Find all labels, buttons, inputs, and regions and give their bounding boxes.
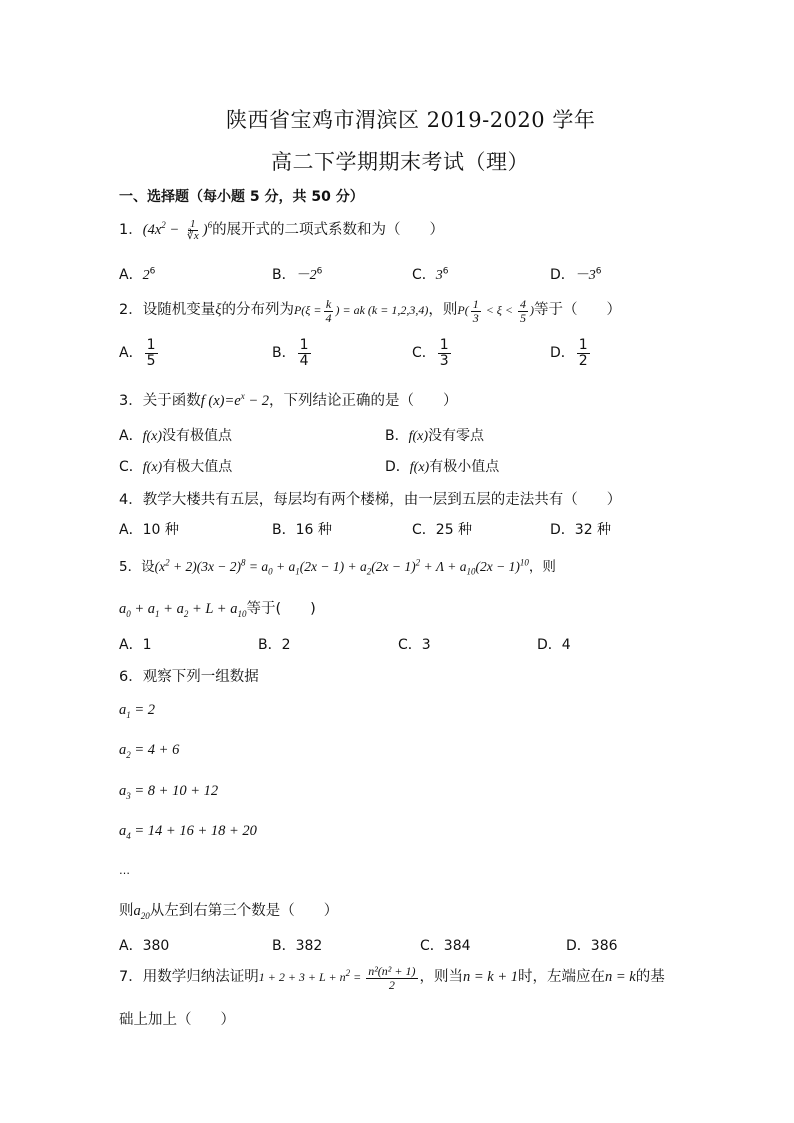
q3-option-b[interactable]: B．f(x)没有零点 xyxy=(385,428,485,444)
q6-option-c[interactable]: C．384 xyxy=(420,938,471,954)
q5-option-a[interactable]: A．1 xyxy=(119,637,152,653)
question-5-line-2: $a_0 + a_1 + a_2 + L + a_{10}$等于( ) xyxy=(119,601,316,619)
q6-row-3: $a_3 = 8 + 10 + 12$ xyxy=(119,783,219,801)
q1-option-d[interactable]: D．$-3^6$ xyxy=(550,266,602,283)
q6-row-1: $a_1 = 2$ xyxy=(119,702,156,720)
q2-option-c[interactable]: C． $\frac{1}{3}$ xyxy=(412,337,449,369)
q4-option-b[interactable]: B．16 种 xyxy=(272,522,332,538)
q6-option-b[interactable]: B．382 xyxy=(272,938,323,954)
question-number: 1． xyxy=(119,222,143,238)
q4-option-d[interactable]: D．32 种 xyxy=(550,522,612,538)
q5-option-b[interactable]: B．2 xyxy=(258,637,291,653)
question-4: 4．教学大楼共有五层，每层均有两个楼梯，由一层到五层的走法共有（ ） xyxy=(119,492,622,508)
question-text: 的展开式的二项式系数和为（ ） xyxy=(212,222,445,238)
q4-option-a[interactable]: A．10 种 xyxy=(119,522,179,538)
q2-option-d[interactable]: D． $\frac{1}{2}$ xyxy=(550,337,588,369)
question-5: 5．设$(x^2 + 2)(3x - 2)^8 = a_0 + a_1(2x - 1) + a_2(2x - 1)^2 + \Lambda + a_{10}(2x - 1)^{10}$，则 xyxy=(119,557,556,577)
q5-option-d[interactable]: D．4 xyxy=(537,637,571,653)
q6-ellipsis: … xyxy=(119,864,130,877)
title-line-1: 陕西省宝鸡市渭滨区 2019-2020 学年 xyxy=(226,108,596,132)
section-heading: 一、选择题（每小题 5 分，共 50 分） xyxy=(119,189,364,205)
q2-option-b[interactable]: B． $\frac{1}{4}$ xyxy=(272,337,309,369)
q5-option-c[interactable]: C．3 xyxy=(398,637,431,653)
q6-option-a[interactable]: A．380 xyxy=(119,938,170,954)
question-3: 3．关于函数f $(x)=e^x - 2$，下列结论正确的是（ ） xyxy=(119,391,458,409)
q4-option-c[interactable]: C．25 种 xyxy=(412,522,473,538)
q1-option-c[interactable]: C．$3^6$ xyxy=(412,266,449,283)
q6-row-4: $a_4 = 14 + 16 + 18 + 20$ xyxy=(119,823,257,841)
title-line-2: 高二下学期期末考试（理） xyxy=(271,150,529,174)
q6-question: 则$a_{20}$从左到右第三个数是（ ） xyxy=(119,903,339,921)
question-7: 7．用数学归纳法证明$1 + 2 + 3 + L + n^2$ = $\frac{\text{n²(n² + 1)}}{2}$ ，则当n = k + 1时，左端应在n = k的基 xyxy=(119,964,665,992)
question-7-line-2: 础上加上（ ） xyxy=(119,1012,235,1028)
question-2: 2．设随机变量ξ的分布列为P(ξ = $\frac{k}{4}$ ) = ak (k = 1,2,3,4)，则P( $\frac{1}{3}$ < ξ < $\frac{4}{5}$ )等于（ ） xyxy=(119,297,622,325)
q2-option-a[interactable]: A． $\frac{1}{5}$ xyxy=(119,337,156,369)
q3-option-a[interactable]: A．f(x)没有极值点 xyxy=(119,428,233,444)
q3-option-d[interactable]: D．f(x)有极小值点 xyxy=(385,459,500,475)
q3-option-c[interactable]: C．f(x)有极大值点 xyxy=(119,459,233,475)
q1-expr: ($4x^2$ − $\frac{1}{∛x}$ )$^6$ xyxy=(142,217,213,243)
question-1 xyxy=(119,218,444,243)
q1-option-b[interactable]: B．$-2^6$ xyxy=(272,266,323,283)
q6-option-d[interactable]: D．386 xyxy=(566,938,618,954)
q6-row-2: $a_2 = 4 + 6$ xyxy=(119,742,180,760)
q1-option-a[interactable]: A．$2^6$ xyxy=(119,266,156,283)
question-6: 6．观察下列一组数据 xyxy=(119,669,259,685)
